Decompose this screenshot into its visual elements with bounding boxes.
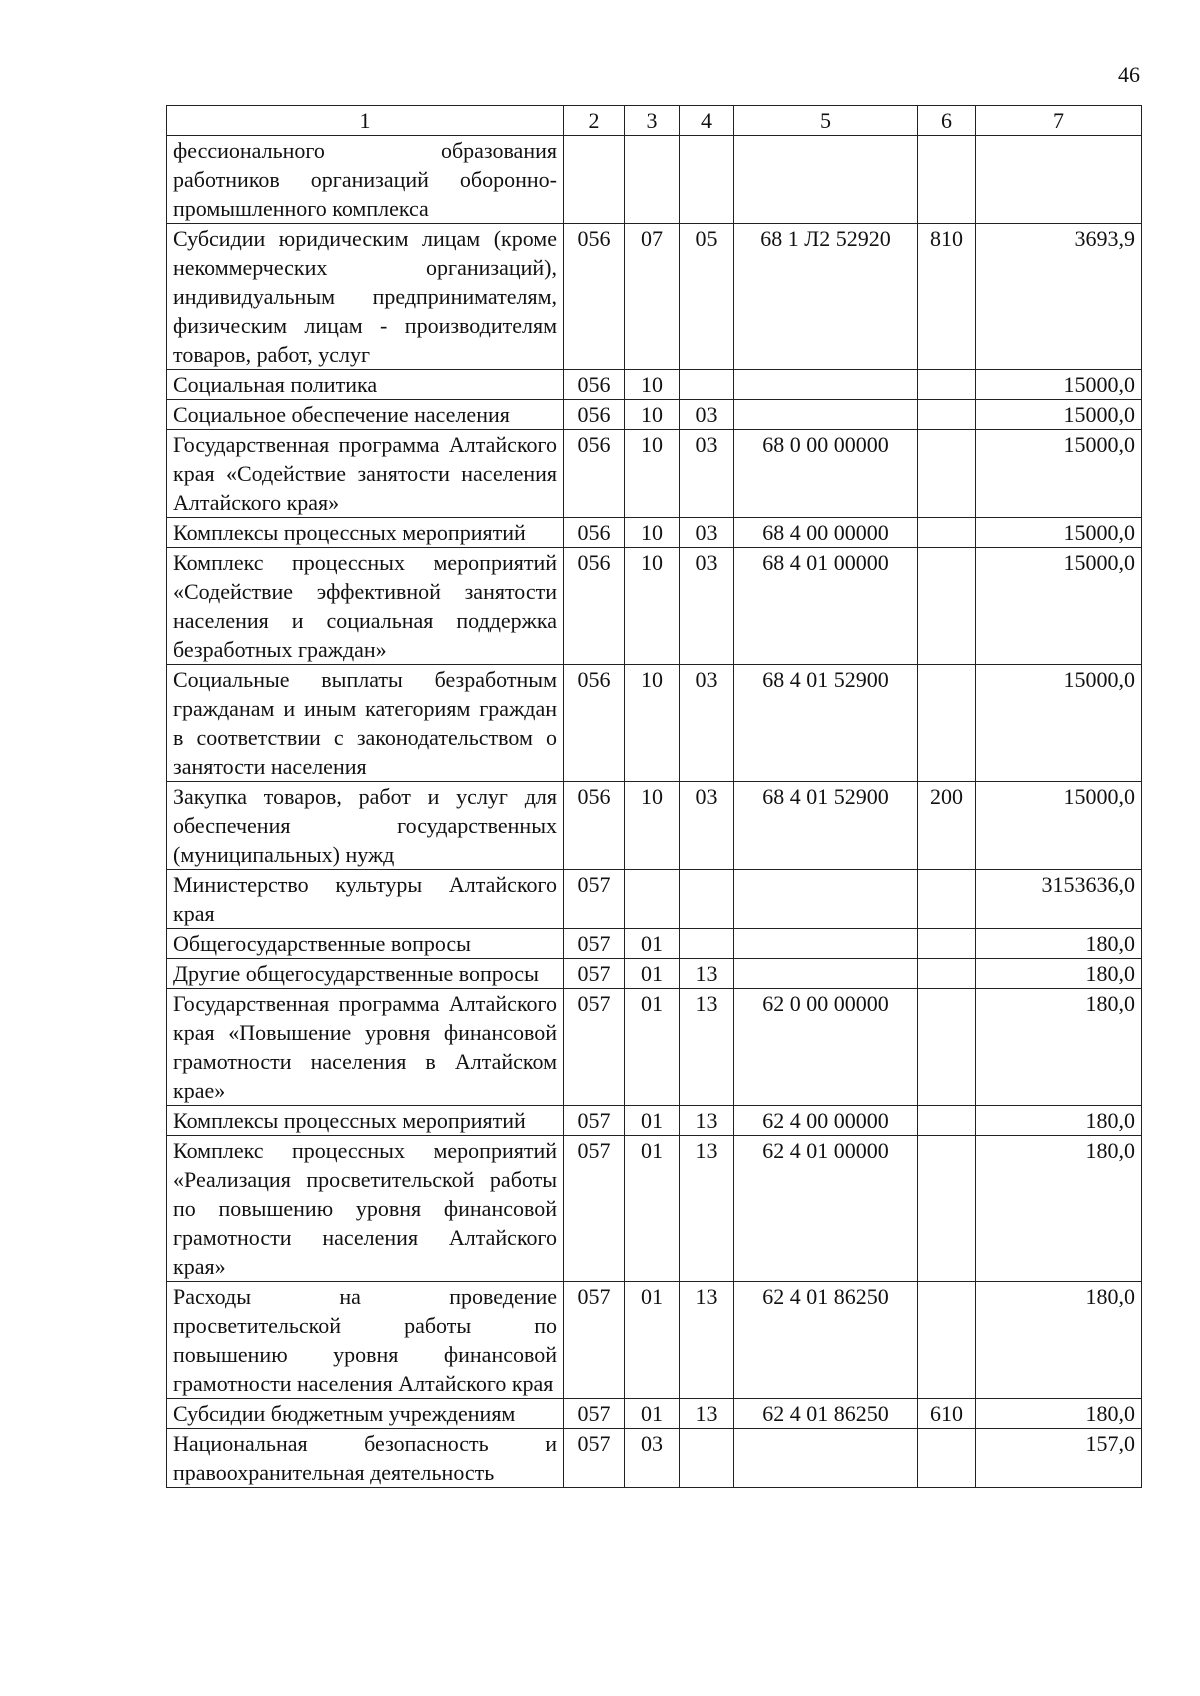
table-row [167, 929, 1142, 959]
subsection-cell: 03 [680, 665, 734, 782]
amount-cell: 3153636,0 [976, 870, 1142, 929]
amount-cell: 15000,0 [976, 400, 1142, 430]
amount-cell: 180,0 [976, 1136, 1142, 1282]
expense-type-cell: 610 [918, 1399, 976, 1429]
target-item-cell [734, 1429, 918, 1488]
header-row [167, 106, 1142, 136]
row-name-cell: Закупка товаров, работ и услуг для обеспечения государственных (муниципальных) нужд [167, 782, 564, 870]
target-item-cell: 68 4 01 52900 [734, 665, 918, 782]
amount-cell: 15000,0 [976, 782, 1142, 870]
section-cell: 10 [625, 548, 680, 665]
subsection-cell: 03 [680, 782, 734, 870]
section-cell: 10 [625, 665, 680, 782]
expense-type-cell [918, 430, 976, 518]
table-row [167, 1106, 1142, 1136]
section-cell: 01 [625, 1106, 680, 1136]
expense-type-cell [918, 400, 976, 430]
table-row [167, 136, 1142, 224]
section-cell [625, 136, 680, 224]
expense-type-cell [918, 1429, 976, 1488]
column-header: 3 [625, 106, 680, 136]
amount-cell: 15000,0 [976, 665, 1142, 782]
table-row [167, 782, 1142, 870]
row-name-cell: Социальное обеспечение населения [167, 400, 564, 430]
amount-cell: 180,0 [976, 929, 1142, 959]
subsection-cell: 03 [680, 400, 734, 430]
expense-type-cell [918, 870, 976, 929]
admin-code-cell: 056 [564, 782, 625, 870]
expense-type-cell [918, 136, 976, 224]
admin-code-cell: 057 [564, 1429, 625, 1488]
table-row [167, 665, 1142, 782]
target-item-cell: 68 0 00 00000 [734, 430, 918, 518]
table-body [167, 136, 1142, 1488]
expense-type-cell [918, 665, 976, 782]
section-cell: 01 [625, 1399, 680, 1429]
budget-table [166, 105, 1142, 1488]
admin-code-cell: 056 [564, 430, 625, 518]
amount-cell: 15000,0 [976, 430, 1142, 518]
row-name-cell: Государственная программа Алтайского края «Содействие занятости населения Алтайского края» [167, 430, 564, 518]
amount-cell: 157,0 [976, 1429, 1142, 1488]
target-item-cell: 62 4 00 00000 [734, 1106, 918, 1136]
target-item-cell: 62 4 01 86250 [734, 1282, 918, 1399]
amount-cell [976, 136, 1142, 224]
admin-code-cell: 057 [564, 1282, 625, 1399]
expense-type-cell [918, 929, 976, 959]
target-item-cell: 68 4 00 00000 [734, 518, 918, 548]
target-item-cell: 62 4 01 00000 [734, 1136, 918, 1282]
row-name-cell: Государственная программа Алтайского края «Повышение уровня финансовой грамотности населения в Алтайском крае» [167, 989, 564, 1106]
subsection-cell [680, 1429, 734, 1488]
admin-code-cell: 056 [564, 548, 625, 665]
admin-code-cell: 057 [564, 929, 625, 959]
admin-code-cell: 056 [564, 224, 625, 370]
row-name-cell: Комплекс процессных мероприятий «Содействие эффективной занятости населения и социальная поддержка безработных граждан» [167, 548, 564, 665]
row-name-cell: Комплексы процессных мероприятий [167, 1106, 564, 1136]
row-name-cell: Министерство культуры Алтайского края [167, 870, 564, 929]
column-header: 4 [680, 106, 734, 136]
table-row [167, 1429, 1142, 1488]
target-item-cell: 62 4 01 86250 [734, 1399, 918, 1429]
expense-type-cell [918, 1136, 976, 1282]
subsection-cell: 03 [680, 548, 734, 665]
subsection-cell: 05 [680, 224, 734, 370]
subsection-cell [680, 870, 734, 929]
table-row [167, 989, 1142, 1106]
row-name-cell: Национальная безопасность и правоохранительная деятельность [167, 1429, 564, 1488]
expense-type-cell [918, 518, 976, 548]
amount-cell: 3693,9 [976, 224, 1142, 370]
column-header: 2 [564, 106, 625, 136]
amount-cell: 180,0 [976, 1282, 1142, 1399]
section-cell [625, 870, 680, 929]
table-row [167, 959, 1142, 989]
admin-code-cell: 056 [564, 370, 625, 400]
subsection-cell: 03 [680, 518, 734, 548]
expense-type-cell [918, 370, 976, 400]
amount-cell: 180,0 [976, 989, 1142, 1106]
page-number: 46 [1118, 62, 1140, 87]
admin-code-cell: 056 [564, 518, 625, 548]
section-cell: 07 [625, 224, 680, 370]
section-cell: 01 [625, 989, 680, 1106]
expense-type-cell [918, 959, 976, 989]
subsection-cell: 13 [680, 959, 734, 989]
row-name-cell: Субсидии бюджетным учреждениям [167, 1399, 564, 1429]
section-cell: 10 [625, 430, 680, 518]
column-header: 6 [918, 106, 976, 136]
table-row [167, 1399, 1142, 1429]
table-row [167, 400, 1142, 430]
table-row [167, 1136, 1142, 1282]
admin-code-cell: 057 [564, 989, 625, 1106]
section-cell: 10 [625, 518, 680, 548]
section-cell: 01 [625, 1282, 680, 1399]
admin-code-cell: 056 [564, 665, 625, 782]
row-name-cell: Общегосударственные вопросы [167, 929, 564, 959]
admin-code-cell: 056 [564, 400, 625, 430]
column-header: 5 [734, 106, 918, 136]
target-item-cell: 68 4 01 00000 [734, 548, 918, 665]
subsection-cell [680, 136, 734, 224]
target-item-cell [734, 136, 918, 224]
section-cell: 01 [625, 959, 680, 989]
subsection-cell: 13 [680, 1136, 734, 1282]
section-cell: 01 [625, 1136, 680, 1282]
subsection-cell: 13 [680, 1106, 734, 1136]
admin-code-cell: 057 [564, 1106, 625, 1136]
subsection-cell: 13 [680, 989, 734, 1106]
table-row [167, 430, 1142, 518]
target-item-cell: 68 4 01 52900 [734, 782, 918, 870]
expense-type-cell [918, 1106, 976, 1136]
section-cell: 03 [625, 1429, 680, 1488]
amount-cell: 180,0 [976, 1399, 1142, 1429]
admin-code-cell: 057 [564, 1399, 625, 1429]
expense-type-cell: 810 [918, 224, 976, 370]
expense-type-cell [918, 989, 976, 1106]
target-item-cell: 62 0 00 00000 [734, 989, 918, 1106]
table-row [167, 224, 1142, 370]
table-row [167, 518, 1142, 548]
target-item-cell [734, 400, 918, 430]
admin-code-cell [564, 136, 625, 224]
column-header: 7 [976, 106, 1142, 136]
table-row [167, 370, 1142, 400]
subsection-cell: 03 [680, 430, 734, 518]
admin-code-cell: 057 [564, 1136, 625, 1282]
row-name-cell: Расходы на проведение просветительской работы по повышению уровня финансовой грамотности населения Алтайского края [167, 1282, 564, 1399]
amount-cell: 15000,0 [976, 548, 1142, 665]
section-cell: 10 [625, 400, 680, 430]
expense-type-cell [918, 1282, 976, 1399]
subsection-cell: 13 [680, 1399, 734, 1429]
expense-type-cell [918, 548, 976, 665]
section-cell: 10 [625, 782, 680, 870]
row-name-cell: Субсидии юридическим лицам (кроме некоммерческих организаций), индивидуальным предпринимателям, физическим лицам - производителям товаров, работ, услуг [167, 224, 564, 370]
amount-cell: 15000,0 [976, 370, 1142, 400]
row-name-cell: Социальная политика [167, 370, 564, 400]
amount-cell: 180,0 [976, 959, 1142, 989]
subsection-cell: 13 [680, 1282, 734, 1399]
target-item-cell: 68 1 Л2 52920 [734, 224, 918, 370]
subsection-cell [680, 929, 734, 959]
amount-cell: 15000,0 [976, 518, 1142, 548]
target-item-cell [734, 929, 918, 959]
row-name-cell: Социальные выплаты безработным гражданам и иным категориям граждан в соответствии с законодательством о занятости населения [167, 665, 564, 782]
column-header: 1 [167, 106, 564, 136]
expense-type-cell: 200 [918, 782, 976, 870]
target-item-cell [734, 870, 918, 929]
table-row [167, 870, 1142, 929]
section-cell: 10 [625, 370, 680, 400]
row-name-cell: Комплекс процессных мероприятий «Реализация просветительской работы по повышению уровня финансовой грамотности населения Алтайского края» [167, 1136, 564, 1282]
admin-code-cell: 057 [564, 959, 625, 989]
row-name-cell: Другие общегосударственные вопросы [167, 959, 564, 989]
subsection-cell [680, 370, 734, 400]
target-item-cell [734, 370, 918, 400]
amount-cell: 180,0 [976, 1106, 1142, 1136]
row-name-cell: Комплексы процессных мероприятий [167, 518, 564, 548]
row-name-cell: фессионального образования работников организаций оборонно-промышленного комплекса [167, 136, 564, 224]
section-cell: 01 [625, 929, 680, 959]
table-row [167, 1282, 1142, 1399]
table-row [167, 548, 1142, 665]
admin-code-cell: 057 [564, 870, 625, 929]
target-item-cell [734, 959, 918, 989]
